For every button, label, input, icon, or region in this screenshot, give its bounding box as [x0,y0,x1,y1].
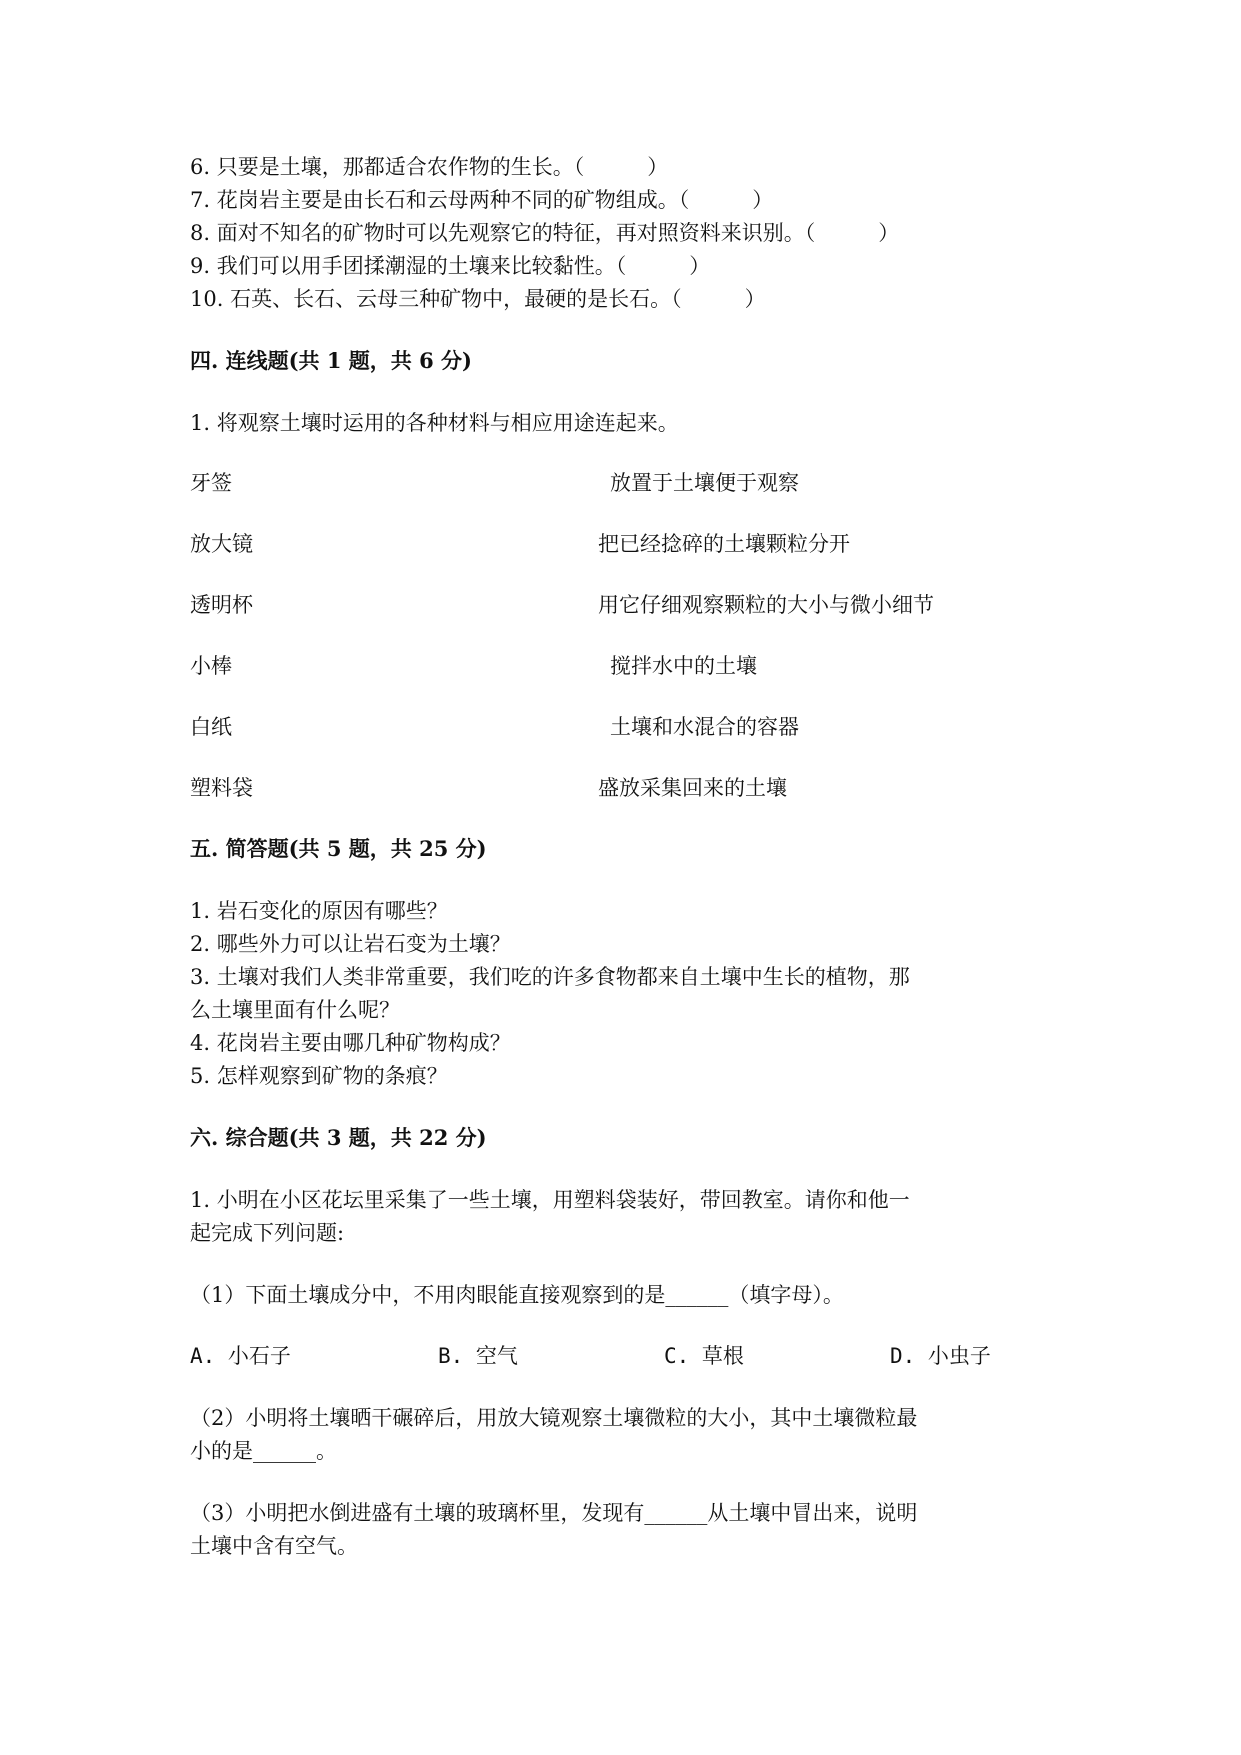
option-a: A. 小石子 [190,1344,291,1368]
section-4-title: 四. 连线题(共 1 题，共 6 分) [190,348,472,373]
match-right-3: 用它仔细观察颗粒的大小与微小细节 [598,593,934,617]
match-left-2: 放大镜 [190,532,253,556]
short-answer-4: 4. 花岗岩主要由哪几种矿物构成？ [190,1031,511,1055]
short-answer-1: 1. 岩石变化的原因有哪些？ [190,899,448,923]
match-right-4: 搅拌水中的土壤 [610,654,757,678]
sub-question-3: （3）小明把水倒进盛有土壤的玻璃杯里，发现有______从土壤中冒出来，说明 [190,1501,918,1525]
sub-question-2-cont: 小的是______。 [190,1439,337,1463]
match-right-5: 土壤和水混合的容器 [610,715,799,739]
judge-item-6: 6. 只要是土壤，那都适合农作物的生长。（ ） [190,155,669,179]
section-4-question: 1. 将观察土壤时运用的各种材料与相应用途连起来。 [190,411,679,435]
match-left-4: 小棒 [190,654,232,678]
match-left-3: 透明杯 [190,593,253,617]
match-left-1: 牙签 [190,471,232,495]
sub-question-1: （1）下面土壤成分中，不用肉眼能直接观察到的是______（填字母）。 [190,1283,844,1307]
match-right-2: 把已经捻碎的土壤颗粒分开 [598,532,850,556]
short-answer-3: 3. 土壤对我们人类非常重要，我们吃的许多食物都来自土壤中生长的植物，那 [190,965,910,989]
sub-question-3-cont: 土壤中含有空气。 [190,1534,358,1558]
option-d: D. 小虫子 [890,1344,991,1368]
judge-item-8: 8. 面对不知名的矿物时可以先观察它的特征，再对照资料来识别。（ ） [190,221,900,245]
comprehensive-intro: 1. 小明在小区花坛里采集了一些土壤，用塑料袋装好，带回教室。请你和他一 [190,1188,910,1212]
short-answer-3-cont: 么土壤里面有什么呢？ [190,998,400,1022]
match-left-6: 塑料袋 [190,776,253,800]
short-answer-5: 5. 怎样观察到矿物的条痕？ [190,1064,448,1088]
option-b: B. 空气 [438,1344,518,1368]
match-left-5: 白纸 [190,715,232,739]
match-right-6: 盛放采集回来的土壤 [598,776,787,800]
judge-item-7: 7. 花岗岩主要是由长石和云母两种不同的矿物组成。（ ） [190,188,774,212]
section-6-title: 六. 综合题(共 3 题，共 22 分) [190,1125,487,1150]
section-5-title: 五. 简答题(共 5 题，共 25 分) [190,836,487,861]
comprehensive-intro-cont: 起完成下列问题: [190,1221,345,1245]
sub-question-2: （2）小明将土壤晒干碾碎后，用放大镜观察土壤微粒的大小，其中土壤微粒最 [190,1406,918,1430]
match-right-1: 放置于土壤便于观察 [610,471,799,495]
short-answer-2: 2. 哪些外力可以让岩石变为土壤？ [190,932,511,956]
option-c: C. 草根 [664,1344,744,1368]
judge-item-10: 10. 石英、长石、云母三种矿物中，最硬的是长石。（ ） [190,287,766,311]
judge-item-9: 9. 我们可以用手团揉潮湿的土壤来比较黏性。（ ） [190,254,711,278]
